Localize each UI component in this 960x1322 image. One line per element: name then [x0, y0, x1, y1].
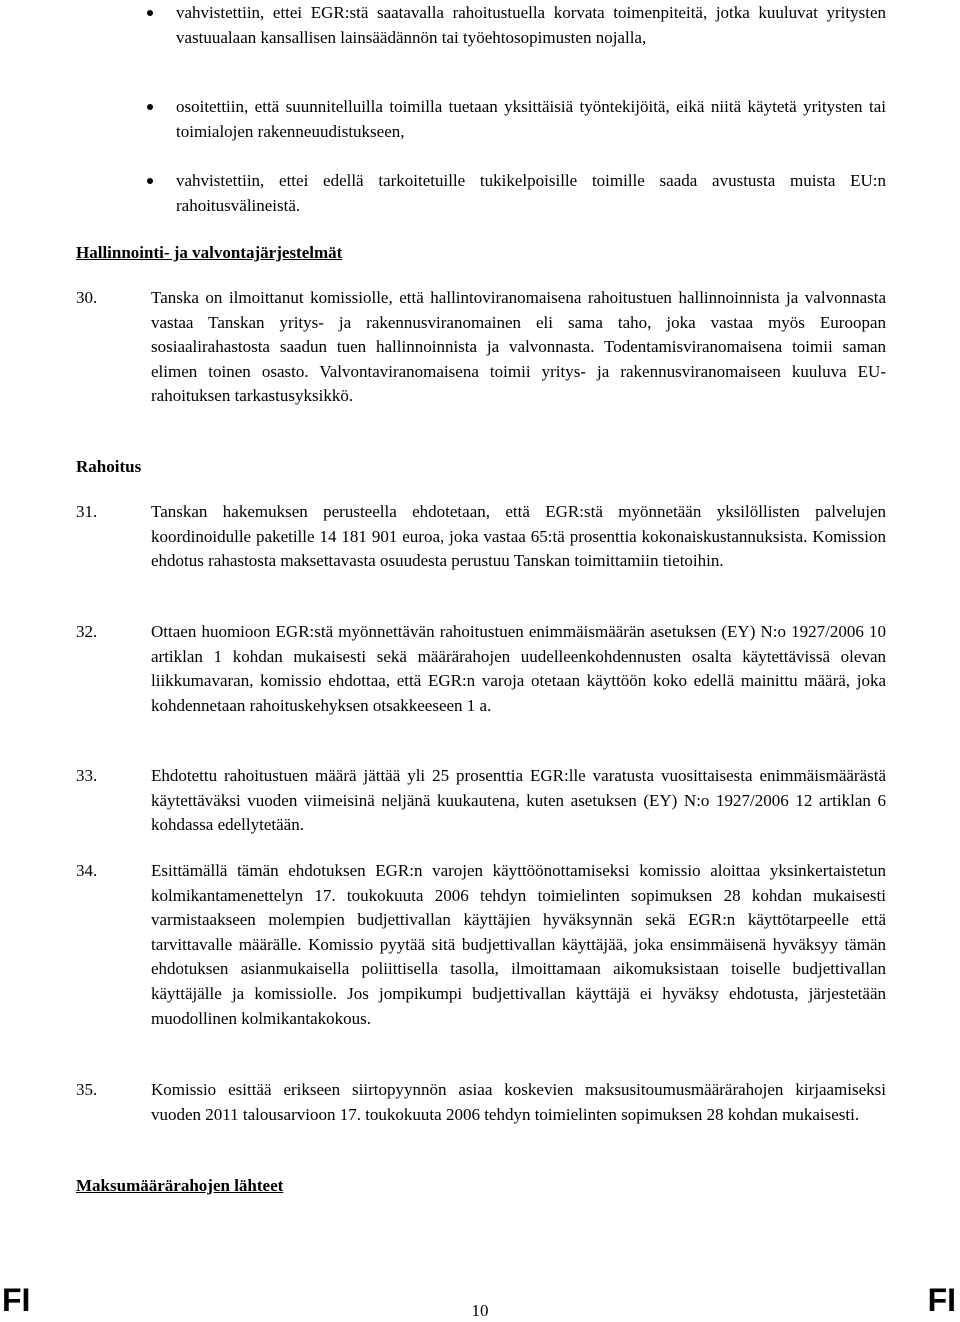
bullet-icon — [147, 10, 153, 16]
paragraph-number: 35. — [76, 1080, 98, 1099]
footer-language-code-right: FI — [927, 1282, 956, 1318]
section-heading-maksumaararahojen: Maksumäärärahojen lähteet — [76, 1176, 284, 1195]
bullet-icon — [147, 178, 153, 184]
paragraph-text: Ehdotettu rahoitustuen määrä jättää yli 25 prosenttia EGR:lle varatusta vuosittaisesta enimmäismäärästä käytettäväksi vuoden viimeisinä neljänä kuukautena, kuten asetuksen (EY) N:o 1927/2006 12 artiklan 6 kohdassa edellytetään. — [151, 766, 886, 835]
list-item — [176, 0, 886, 50]
bullet-icon — [147, 104, 153, 110]
list-item-text: vahvistettiin, ettei EGR:stä saatavalla rahoitustuella korvata toimenpiteitä, jotka kuuluvat yritysten vastuualaan kansallisen lainsäädännön tai työehtosopimusten nojalla, — [176, 3, 886, 47]
list-item — [176, 168, 886, 218]
paragraph-text: Esittämällä tämän ehdotuksen EGR:n varojen käyttöönottamiseksi komissio aloittaa yksinkertaistetun kolmikantamenettelyn 17. toukokuuta 2006 tehdyn toimielinten sopimuksen 28 kohdan mukaisesti varmistaakseen molempien budjettivallan käyttäjien hyväksynnän sekä EGR:n käyttötarpeelle että tarvittavalle määrälle. Komissio pyytää sitä budjettivallan käyttäjää, joka ensimmäisenä hyväksyy tämän ehdotuksen asianmukaisella poliittisella tasolla, ilmoittamaan aikomuksistaan toiselle budjettivallan käyttäjälle ja komissiolle. Jos jompikumpi budjettivallan käyttäjä ei hyväksy ehdotusta, järjestetään muodollinen kolmikantakokous. — [151, 861, 886, 1028]
paragraph-text: Tanskan hakemuksen perusteella ehdotetaan, että EGR:stä myönnetään yksilöllisten palvelujen koordinoidulle paketille 14 181 901 euroa, joka vastaa 65:tä prosenttia kokonaiskustannuksista. Komission ehdotus rahastosta maksettavasta osuudesta perustuu Tanskan toimittamiin tietoihin. — [151, 502, 886, 571]
section-heading-rahoitus: Rahoitus — [76, 457, 142, 476]
list-item-text: osoitettiin, että suunnitelluilla toimilla tuetaan yksittäisiä työntekijöitä, eikä niitä käytetä yritysten tai toimialojen rakenneuudistukseen, — [176, 97, 886, 141]
paragraph-number: 32. — [76, 622, 98, 641]
paragraph-number: 30. — [76, 288, 98, 307]
list-item-text: vahvistettiin, ettei edellä tarkoitetuille tukikelpoisille toimille saada avustusta muista EU:n rahoitusvälineistä. — [176, 171, 886, 215]
paragraph-number: 31. — [76, 502, 98, 521]
paragraph-text: Tanska on ilmoittanut komissiolle, että hallintoviranomaisena rahoitustuen hallinnoinnista ja valvonnasta vastaa Tanskan yritys- ja rakennusviranomainen eli sama taho, joka vastaa myös Euroopan sosiaalirahastosta saadun tuen hallinnoinnista ja valvonnasta. Todentamisviranomaisena toimii saman elimen toinen osasto. Valvontaviranomaisena toimii yritys- ja rakennusviranomaiseen kuuluva EU-rahoituksen tarkastusyksikkö. — [151, 288, 886, 406]
footer-language-code-left: FI — [2, 1282, 31, 1318]
page-number: 10 — [471, 1301, 489, 1320]
list-item — [176, 94, 886, 144]
section-heading-hallinnointi: Hallinnointi- ja valvontajärjestelmät — [76, 243, 343, 262]
paragraph-number: 33. — [76, 766, 98, 785]
paragraph-text: Komissio esittää erikseen siirtopyynnön asiaa koskevien maksusitoumusmäärärahojen kirjaamiseksi vuoden 2011 talousarvioon 17. toukokuuta 2006 tehdyn toimielinten sopimuksen 28 kohdan mukaisesti. — [151, 1080, 886, 1124]
paragraph-text: Ottaen huomioon EGR:stä myönnettävän rahoitustuen enimmäismäärän asetuksen (EY) N:o 1927/2006 10 artiklan 1 kohdan mukaisesti sekä määrärahojen uudelleenkohdennusten osalta käytettävissä olevan liikkumavaran, komissio ehdottaa, että EGR:n varoja otetaan käyttöön koko edellä mainittu määrä, joka kohdennetaan rahoituskehyksen otsakkeeseen 1 a. — [151, 622, 886, 715]
paragraph-number: 34. — [76, 861, 98, 880]
